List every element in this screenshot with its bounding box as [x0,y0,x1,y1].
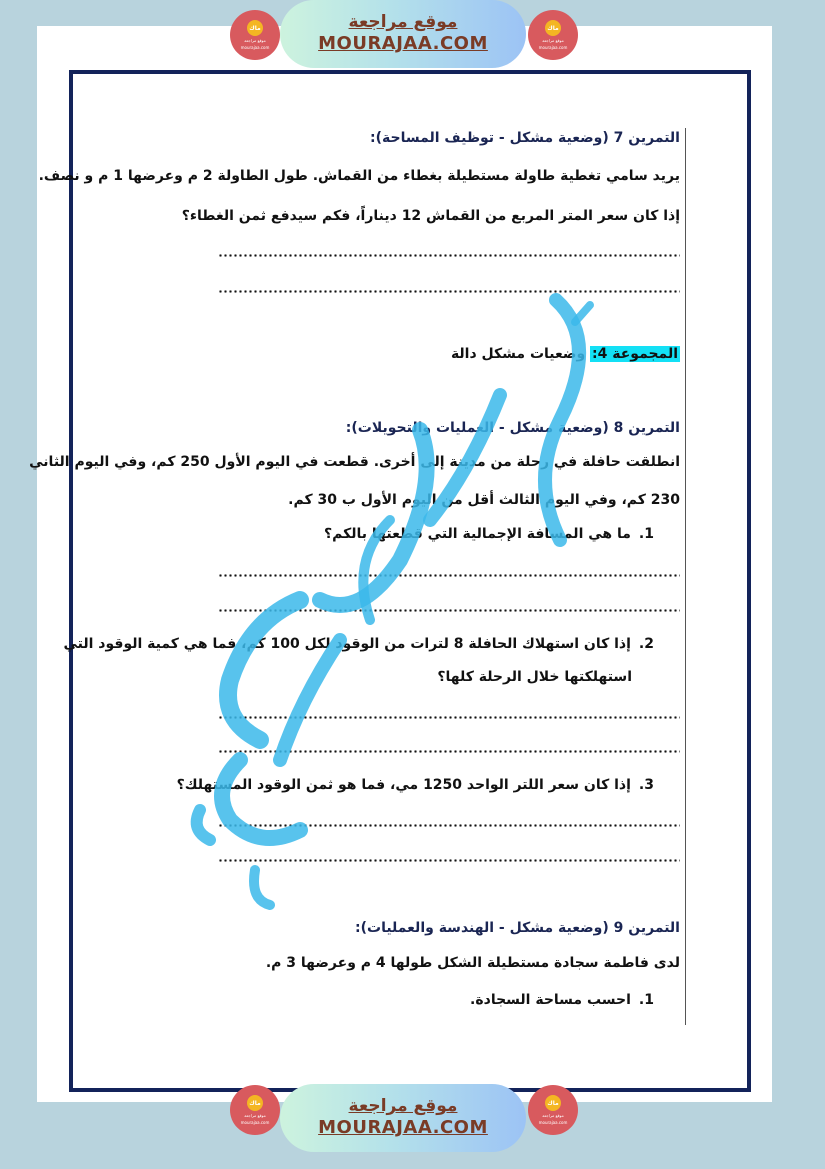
logo-caption-ar: موقع مراجعة [244,38,266,43]
logo-badge-icon: ماك [545,20,561,36]
question-text: ما هي المسافة الإجمالية التي قطعتها بالكم؟ [323,526,631,542]
exercise-9-title: التمرين 9 (وضعية مشكل - الهندسة والعمليات): [355,920,680,936]
header-banner[interactable] [230,0,580,70]
exercise-7-title: التمرين 7 (وضعية مشكل - توظيف المساحة): [370,130,680,146]
exercise-7-line-1: يريد سامي تغطية طاولة مستطيلة بغطاء من القماش. طول الطاولة 2 م وعرضها 1 م و نصف. [38,168,680,184]
question-number: 1. [638,526,654,542]
answer-line[interactable] [218,290,680,293]
site-logo-left [230,10,280,60]
site-logo-left [230,1085,280,1135]
site-logo-right [528,1085,578,1135]
site-name-ar[interactable]: موقع مراجعة [348,12,458,32]
question-number: 3. [638,777,654,793]
exercise-8-question-3 [177,777,654,793]
logo-badge-icon: ماك [545,1095,561,1111]
logo-caption-en: mourajaa.com [240,45,270,50]
answer-line[interactable] [218,824,680,827]
logo-badge-icon: ماك [247,1095,263,1111]
logo-caption-ar: موقع مراجعة [244,1113,266,1118]
site-logo-right [528,10,578,60]
answer-line[interactable] [218,859,680,862]
question-text: إذا كان استهلاك الحافلة 8 لترات من الوقود لكل 100 كم، فما هي كمية الوقود التي [63,636,631,652]
exercise-8-line-2: 230 كم، وفي اليوم الثالث أقل من اليوم الأول ب 30 كم. [288,492,680,508]
question-text: احسب مساحة السجادة. [470,992,631,1008]
exercise-8-question-2 [64,636,655,652]
answer-line[interactable] [218,254,680,257]
logo-badge-icon: ماك [247,20,263,36]
answer-line[interactable] [218,609,680,612]
exercise-7-line-2: إذا كان سعر المتر المربع من القماش 12 ديناراً، فكم سيدفع ثمن الغطاء؟ [181,208,680,224]
question-number: 2. [638,636,654,652]
footer-banner[interactable] [230,1082,580,1152]
logo-caption-ar: موقع مراجعة [542,1113,564,1118]
question-text: إذا كان سعر اللتر الواحد 1250 مي، فما هو ثمن الوقود المستهلك؟ [176,777,631,793]
site-name-en[interactable]: MOURAJAA.COM [318,33,488,54]
group-4-title: وضعيات مشكل دالة [450,346,586,362]
exercise-8-question-1 [324,526,654,542]
site-name-en[interactable]: MOURAJAA.COM [318,1117,488,1138]
answer-line[interactable] [218,574,680,577]
question-number: 1. [638,992,654,1008]
exercise-8-line-1: انطلقت حافلة في رحلة من مدينة إلى أخرى. قطعت في اليوم الأول 250 كم، وفي اليوم الثاني [29,454,680,470]
logo-caption-ar: موقع مراجعة [542,38,564,43]
exercise-9-question-1 [470,992,654,1008]
logo-caption-en: mourajaa.com [538,45,568,50]
group-4-label: المجموعة 4: [592,346,678,362]
answer-line[interactable] [218,716,680,719]
group-4-heading [451,346,680,362]
site-link-pill[interactable] [280,1084,526,1152]
answer-line[interactable] [218,750,680,753]
exercise-9-line-1: لدى فاطمة سجادة مستطيلة الشكل طولها 4 م وعرضها 3 م. [265,955,680,971]
exercise-8-question-2-cont: استهلكتها خلال الرحلة كلها؟ [437,669,632,685]
logo-caption-en: mourajaa.com [240,1120,270,1125]
site-name-ar[interactable]: موقع مراجعة [348,1096,458,1116]
site-link-pill[interactable] [280,0,526,68]
exercise-8-title: التمرين 8 (وضعية مشكل - العمليات والتحويلات): [345,420,680,436]
margin-rule [685,128,686,1025]
logo-caption-en: mourajaa.com [538,1120,568,1125]
